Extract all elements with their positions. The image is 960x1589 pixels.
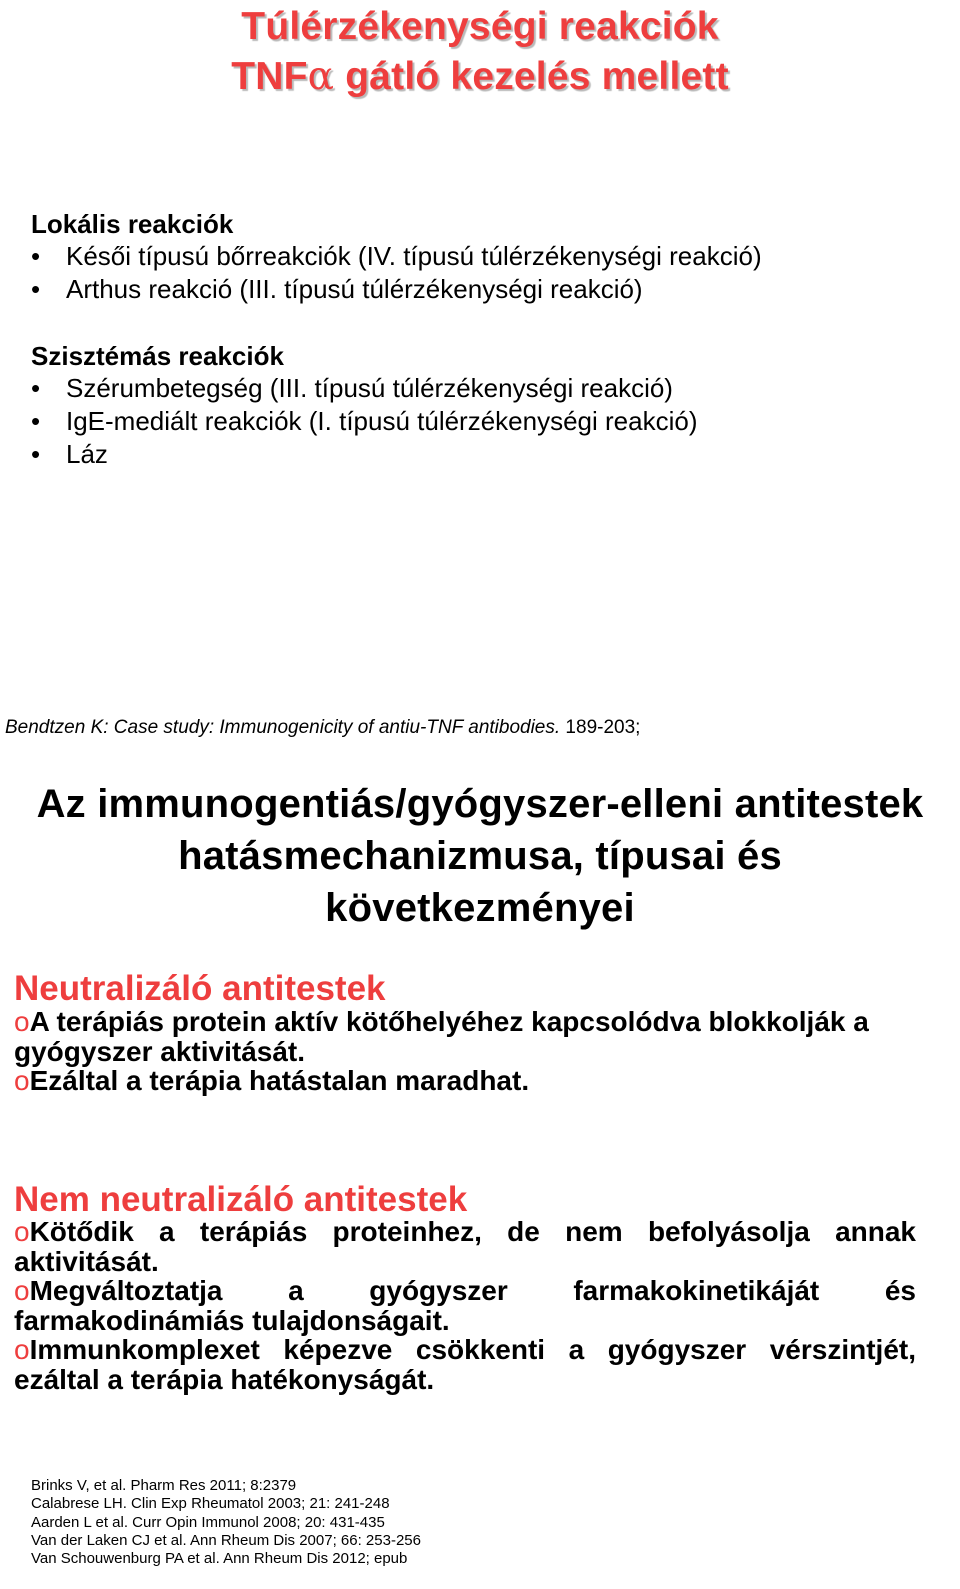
- bullet-marker: o: [14, 1216, 30, 1247]
- title-suffix: gátló kezelés mellett: [334, 55, 729, 98]
- title-tnf: TNF: [231, 55, 308, 98]
- reference-item: Calabrese LH. Clin Exp Rheumatol 2003; 21: 241-248: [31, 1495, 390, 1513]
- local-reactions-heading: Lokális reakciók: [31, 209, 234, 239]
- slide1-title-line1: Túlérzékenységi reakciók: [241, 5, 719, 48]
- reference-pages: 189-203;: [560, 717, 641, 738]
- title-alpha-symbol: α: [307, 54, 335, 99]
- bullet-marker: o: [14, 1006, 30, 1037]
- list-item: [14, 1217, 916, 1276]
- list-item: [14, 1007, 916, 1066]
- neutralizing-heading: Neutralizáló antitestek: [14, 969, 386, 1008]
- list-item: • IgE-mediált reakciók (I. típusú túlérzékenységi reakció): [31, 405, 698, 438]
- neutralizing-list: [14, 1007, 916, 1096]
- list-item-text: Kötődik a terápiás proteinhez, de nem befolyásolja annak aktivitását.: [14, 1216, 916, 1277]
- slide1-reference: [5, 716, 640, 740]
- systemic-reactions-heading: Szisztémás reakciók: [31, 341, 284, 371]
- list-item: • Késői típusú bőrreakciók (IV. típusú túlérzékenységi reakció): [31, 240, 762, 273]
- slide2-title-line3: következményei: [325, 886, 635, 930]
- systemic-reactions-list: [31, 372, 698, 471]
- reference-citation: Bendtzen K: Case study: Immunogenicity of antiu-TNF antibodies.: [5, 717, 561, 738]
- list-item: [14, 1276, 916, 1335]
- list-item: • Szérumbetegség (III. típusú túlérzékenységi reakció): [31, 372, 698, 405]
- list-item-text: Megváltoztatja a gyógyszer farmakokinetikáját és farmakodinámiás tulajdonságait.: [14, 1275, 916, 1336]
- slide2-title: [0, 778, 960, 934]
- list-item-text: A terápiás protein aktív kötőhelyéhez kapcsolódva blokkolják a gyógyszer aktivitását.: [14, 1006, 869, 1067]
- slide2-title-line2: hatásmechanizmusa, típusai és: [178, 834, 782, 878]
- reference-item: Van Schouwenburg PA et al. Ann Rheum Dis 2012; epub: [31, 1550, 408, 1568]
- list-item: • Arthus reakció (III. típusú túlérzékenységi reakció): [31, 273, 762, 306]
- list-item: [14, 1066, 916, 1096]
- bullet-marker: o: [14, 1275, 30, 1306]
- list-item-text: Ezáltal a terápia hatástalan maradhat.: [29, 1065, 530, 1096]
- slide2-title-line1: Az immunogentiás/gyógyszer-elleni antitestek: [36, 782, 924, 826]
- slide1-title-line2: [0, 52, 960, 102]
- list-item-text: Immunkomplexet képezve csökkenti a gyógyszer vérszintjét, ezáltal a terápia hatékonyságát.: [14, 1334, 916, 1395]
- bullet-marker: o: [14, 1334, 30, 1365]
- non-neutralizing-heading: Nem neutralizáló antitestek: [14, 1180, 468, 1219]
- local-reactions-list: [31, 240, 762, 306]
- bullet-marker: o: [14, 1065, 30, 1096]
- reference-item: Aarden L et al. Curr Opin Immunol 2008; 20: 431-435: [31, 1513, 385, 1531]
- reference-item: Van der Laken CJ et al. Ann Rheum Dis 2007; 66: 253-256: [31, 1531, 421, 1549]
- list-item: • Láz: [31, 438, 698, 471]
- reference-item: Brinks V, et al. Pharm Res 2011; 8:2379: [31, 1477, 297, 1494]
- non-neutralizing-list: [14, 1217, 916, 1394]
- list-item: [14, 1335, 916, 1394]
- references-list: [31, 1477, 421, 1568]
